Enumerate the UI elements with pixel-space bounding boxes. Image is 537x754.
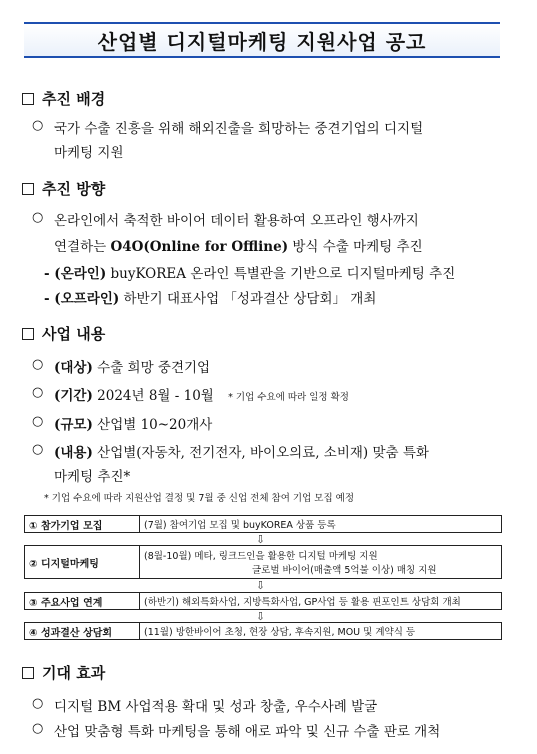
circle-bullet-icon: ○: [32, 414, 44, 429]
background-text-line1: 국가 수출 진흥을 위해 해외진출을 희망하는 중견기업의 디지털: [54, 121, 424, 137]
circle-bullet-icon: ○: [32, 357, 44, 372]
item-label: (대상): [54, 360, 93, 376]
item-text: 산업별 10~20개사: [97, 417, 213, 433]
circle-bullet-icon: ○: [32, 385, 44, 400]
square-bullet-icon: [22, 667, 34, 679]
flow-step-2-desc: [140, 545, 502, 579]
online-label: - (온라인): [44, 266, 107, 282]
square-bullet-icon: [22, 328, 34, 340]
content-target-line: [54, 356, 210, 376]
section-content-heading: [22, 323, 105, 344]
flow-desc-line: 글로벌 바이어(매출액 5억불 이상) 매칭 지원: [252, 565, 437, 576]
section-effect-heading: [22, 662, 105, 683]
section-direction-heading: [22, 178, 105, 199]
item-label: (규모): [54, 417, 93, 433]
item-text: 수출 희망 중견기업: [97, 360, 211, 376]
content-period-line: [54, 384, 349, 404]
flow-step-3-label: ③ 주요사업 연계: [24, 592, 140, 610]
flow-desc-line: (7월) 참여기업 모집 및 buyKOREA 상품 등록: [144, 520, 336, 531]
flow-step-3-desc: [140, 592, 502, 610]
content-detail-line2: 마케팅 추진*: [54, 469, 131, 485]
document-title: 산업별 디지털마케팅 지원사업 공고: [24, 22, 500, 58]
flow-step-1-label: ① 참가기업 모집: [24, 515, 140, 533]
direction-text-part: 연결하는: [54, 239, 107, 255]
down-arrow-icon: ⇩: [256, 533, 266, 546]
circle-bullet-icon: ○: [32, 118, 44, 133]
direction-text-line1: 온라인에서 축적한 바이어 데이터 활용하여 오프라인 행사까지: [54, 213, 419, 229]
section-background-heading: [22, 88, 105, 109]
direction-online-line: [44, 262, 455, 282]
effect-item-1: 디지털 BM 사업적용 확대 및 성과 창출, 우수사례 발굴: [54, 699, 378, 715]
item-text: 2024년 8월 - 10월: [97, 388, 214, 404]
content-scale-line: [54, 413, 212, 433]
content-detail-line1: [54, 441, 429, 461]
flow-desc-line: (8월-10월) 메타, 링크드인을 활용한 디지털 마케팅 지원: [144, 551, 378, 562]
circle-bullet-icon: ○: [32, 721, 44, 736]
flow-desc-line: (11월) 방한바이어 초청, 현장 상담, 후속지원, MOU 및 계약식 등: [144, 627, 416, 638]
background-text-line2: 마케팅 지원: [54, 145, 124, 161]
section-heading-text: 추진 방향: [42, 180, 106, 198]
down-arrow-icon: ⇩: [256, 610, 266, 623]
o4o-term: O4O(Online for Offline): [110, 239, 289, 255]
item-text: 산업별(자동차, 전기전자, 바이오의료, 소비재) 맞춤 특화: [97, 445, 429, 461]
section-heading-text: 기대 효과: [42, 664, 106, 682]
offline-label: - (오프라인): [44, 291, 120, 307]
content-footnote: * 기업 수요에 따라 지원산업 결정 및 7월 중 신업 전체 참여 기업 모집 예정: [44, 493, 355, 504]
item-label: (기간): [54, 388, 93, 404]
flow-step-2-label: ② 디지털마케팅: [24, 545, 140, 579]
direction-text-part: 방식 수출 마케팅 추진: [292, 239, 423, 255]
effect-item-2: 산업 맞춤형 특화 마케팅을 통해 애로 파악 및 신규 수출 판로 개척: [54, 724, 441, 740]
section-heading-text: 추진 배경: [42, 90, 106, 108]
square-bullet-icon: [22, 93, 34, 105]
offline-text: 하반기 대표사업 「성과결산 상담회」 개최: [123, 291, 377, 307]
section-heading-text: 사업 내용: [42, 325, 106, 343]
down-arrow-icon: ⇩: [256, 579, 266, 592]
circle-bullet-icon: ○: [32, 442, 44, 457]
square-bullet-icon: [22, 183, 34, 195]
flow-step-1-desc: [140, 515, 502, 533]
item-label: (내용): [54, 445, 93, 461]
period-note: * 기업 수요에 따라 일정 확정: [228, 392, 349, 403]
circle-bullet-icon: ○: [32, 696, 44, 711]
circle-bullet-icon: ○: [32, 210, 44, 225]
flow-step-4-label: ④ 성과결산 상담회: [24, 622, 140, 640]
direction-text-line2: [54, 235, 423, 255]
online-text: buyKOREA 온라인 특별관을 기반으로 디지털마케팅 추진: [110, 266, 456, 282]
flow-desc-line: (하반기) 해외특화사업, 지방특화사업, GP사업 등 활용 핀포인트 상담회 개최: [144, 597, 461, 608]
flow-step-4-desc: [140, 622, 502, 640]
direction-offline-line: [44, 287, 376, 307]
